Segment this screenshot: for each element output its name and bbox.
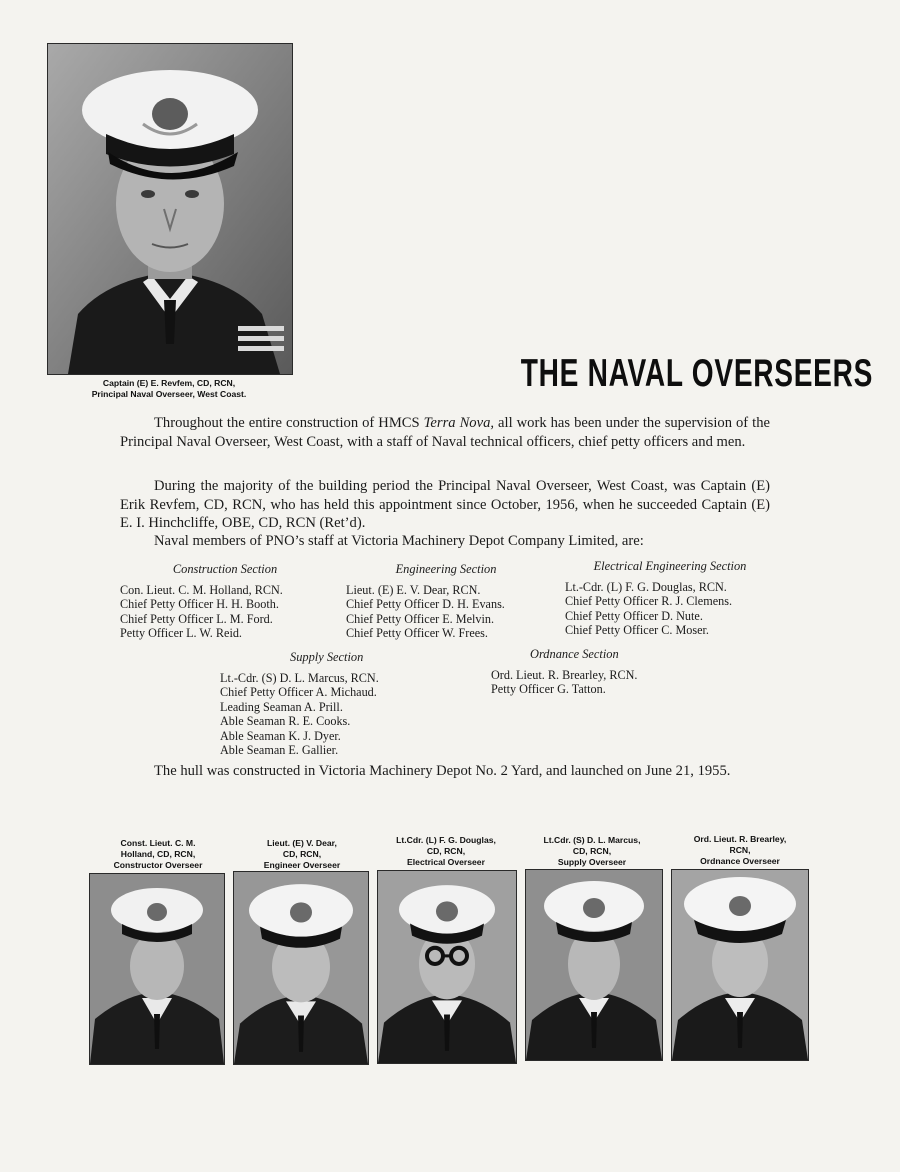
officer-caption-line: Lieut. (E) V. Dear, (267, 838, 337, 848)
member-line: Ord. Lieut. R. Brearley, RCN. (491, 667, 638, 682)
officer-caption-line: CD, RCN, (282, 849, 322, 859)
intro-paragraph (120, 414, 770, 451)
marcus-portrait-photo (525, 869, 663, 1061)
ship-name: Terra Nova, (423, 415, 495, 431)
officer-caption-line: Electrical Overseer (407, 857, 485, 867)
ordnance-section-title: Ordnance Section (530, 647, 619, 661)
officer-caption-line: CD, RCN, (426, 846, 466, 856)
construction-section-title: Construction Section (172, 562, 278, 576)
brearley-portrait-photo (671, 869, 809, 1061)
engineering-section (346, 562, 546, 641)
member-line: Chief Petty Officer H. H. Booth. (120, 597, 279, 611)
member-line: Lieut. (E) E. V. Dear, RCN. (346, 582, 481, 597)
supply-section-title: Supply Section (290, 650, 364, 664)
page-title: THE NAVAL OVERSEERS (520, 352, 874, 395)
intro-text-start: Throughout the entire construction of HMCS (154, 415, 424, 431)
officer-caption-line: Supply Overseer (557, 857, 627, 867)
officer-caption-line: RCN, (729, 845, 751, 855)
member-line: Chief Petty Officer L. M. Ford. (120, 611, 273, 626)
member-line: Chief Petty Officer A. Michaud. (220, 685, 377, 699)
officer-caption-line: Lt.Cdr. (S) D. L. Marcus, (543, 835, 641, 845)
officer-caption-line: Engineer Overseer (263, 860, 341, 870)
member-line: Petty Officer L. W. Reid. (120, 626, 242, 640)
officer-caption-line: Constructor Overseer (113, 860, 203, 870)
supply-section (220, 650, 430, 758)
member-line: Lt.-Cdr. (L) F. G. Douglas, RCN. (565, 579, 727, 594)
history-paragraph: During the majority of the building period the Principal Naval Overseer, West Coast, was Captain (E) Erik Revfem, CD, RCN, who has held this appointment since October, 1956, when he succeeded Captain (E) E. I. Hinchcliffe, OBE, CD, RCN (Ret’d). (120, 478, 770, 532)
officer-caption (522, 835, 662, 868)
caption-line-rank: Captain (E) E. Revfem, CD, RCN, (102, 378, 236, 388)
member-line: Petty Officer G. Tatton. (491, 682, 606, 696)
member-line: Lt.-Cdr. (S) D. L. Marcus, RCN. (220, 670, 379, 685)
intro-text-end: all work has been under the supervision of the Principal Naval Overseer, West Coast, with a staff of Naval technical officers, chief petty officers and men. (120, 415, 770, 450)
officer-caption (376, 835, 516, 868)
electrical-section-title: Electrical Engineering Section (593, 559, 747, 573)
staff-intro-paragraph: Naval members of PNO’s staff at Victoria Machinery Depot Company Limited, are: (154, 533, 644, 549)
hull-paragraph: The hull was constructed in Victoria Machinery Depot No. 2 Yard, and launched on June 21, 1955. (154, 763, 731, 779)
member-line: Leading Seaman A. Prill. (220, 699, 343, 714)
member-line: Able Seaman R. E. Cooks. (220, 714, 351, 728)
member-line: Able Seaman E. Gallier. (220, 743, 339, 757)
holland-portrait-photo (89, 873, 225, 1065)
captain-portrait-photo (47, 43, 293, 375)
captain-photo-caption (47, 378, 291, 400)
officer-caption (668, 834, 812, 867)
caption-line-title: Principal Naval Overseer, West Coast. (91, 389, 247, 399)
douglas-portrait-photo (377, 870, 517, 1064)
member-line: Chief Petty Officer W. Frees. (346, 626, 488, 640)
officer-caption-line: Ord. Lieut. R. Brearley, (693, 834, 787, 844)
officer-caption (90, 838, 226, 871)
officer-caption-line: Holland, CD, RCN, (120, 849, 196, 859)
ordnance-section (491, 647, 691, 697)
electrical-section (565, 559, 775, 638)
officer-caption-line: Lt.Cdr. (L) F. G. Douglas, (396, 835, 496, 845)
member-line: Chief Petty Officer D. Nute. (565, 608, 703, 623)
officer-caption (234, 838, 370, 871)
engineering-section-title: Engineering Section (395, 562, 497, 576)
member-line: Chief Petty Officer R. J. Clemens. (565, 594, 732, 608)
member-line: Chief Petty Officer C. Moser. (565, 623, 709, 637)
member-line: Chief Petty Officer E. Melvin. (346, 611, 495, 626)
member-line: Con. Lieut. C. M. Holland, RCN. (120, 582, 283, 597)
officer-caption-line: Const. Lieut. C. M. (120, 838, 196, 848)
officer-caption-line: Ordnance Overseer (700, 856, 780, 866)
member-line: Chief Petty Officer D. H. Evans. (346, 597, 505, 611)
construction-section (120, 562, 330, 641)
officer-caption-line: CD, RCN, (572, 846, 612, 856)
member-line: Able Seaman K. J. Dyer. (220, 728, 341, 743)
dear-portrait-photo (233, 871, 369, 1065)
